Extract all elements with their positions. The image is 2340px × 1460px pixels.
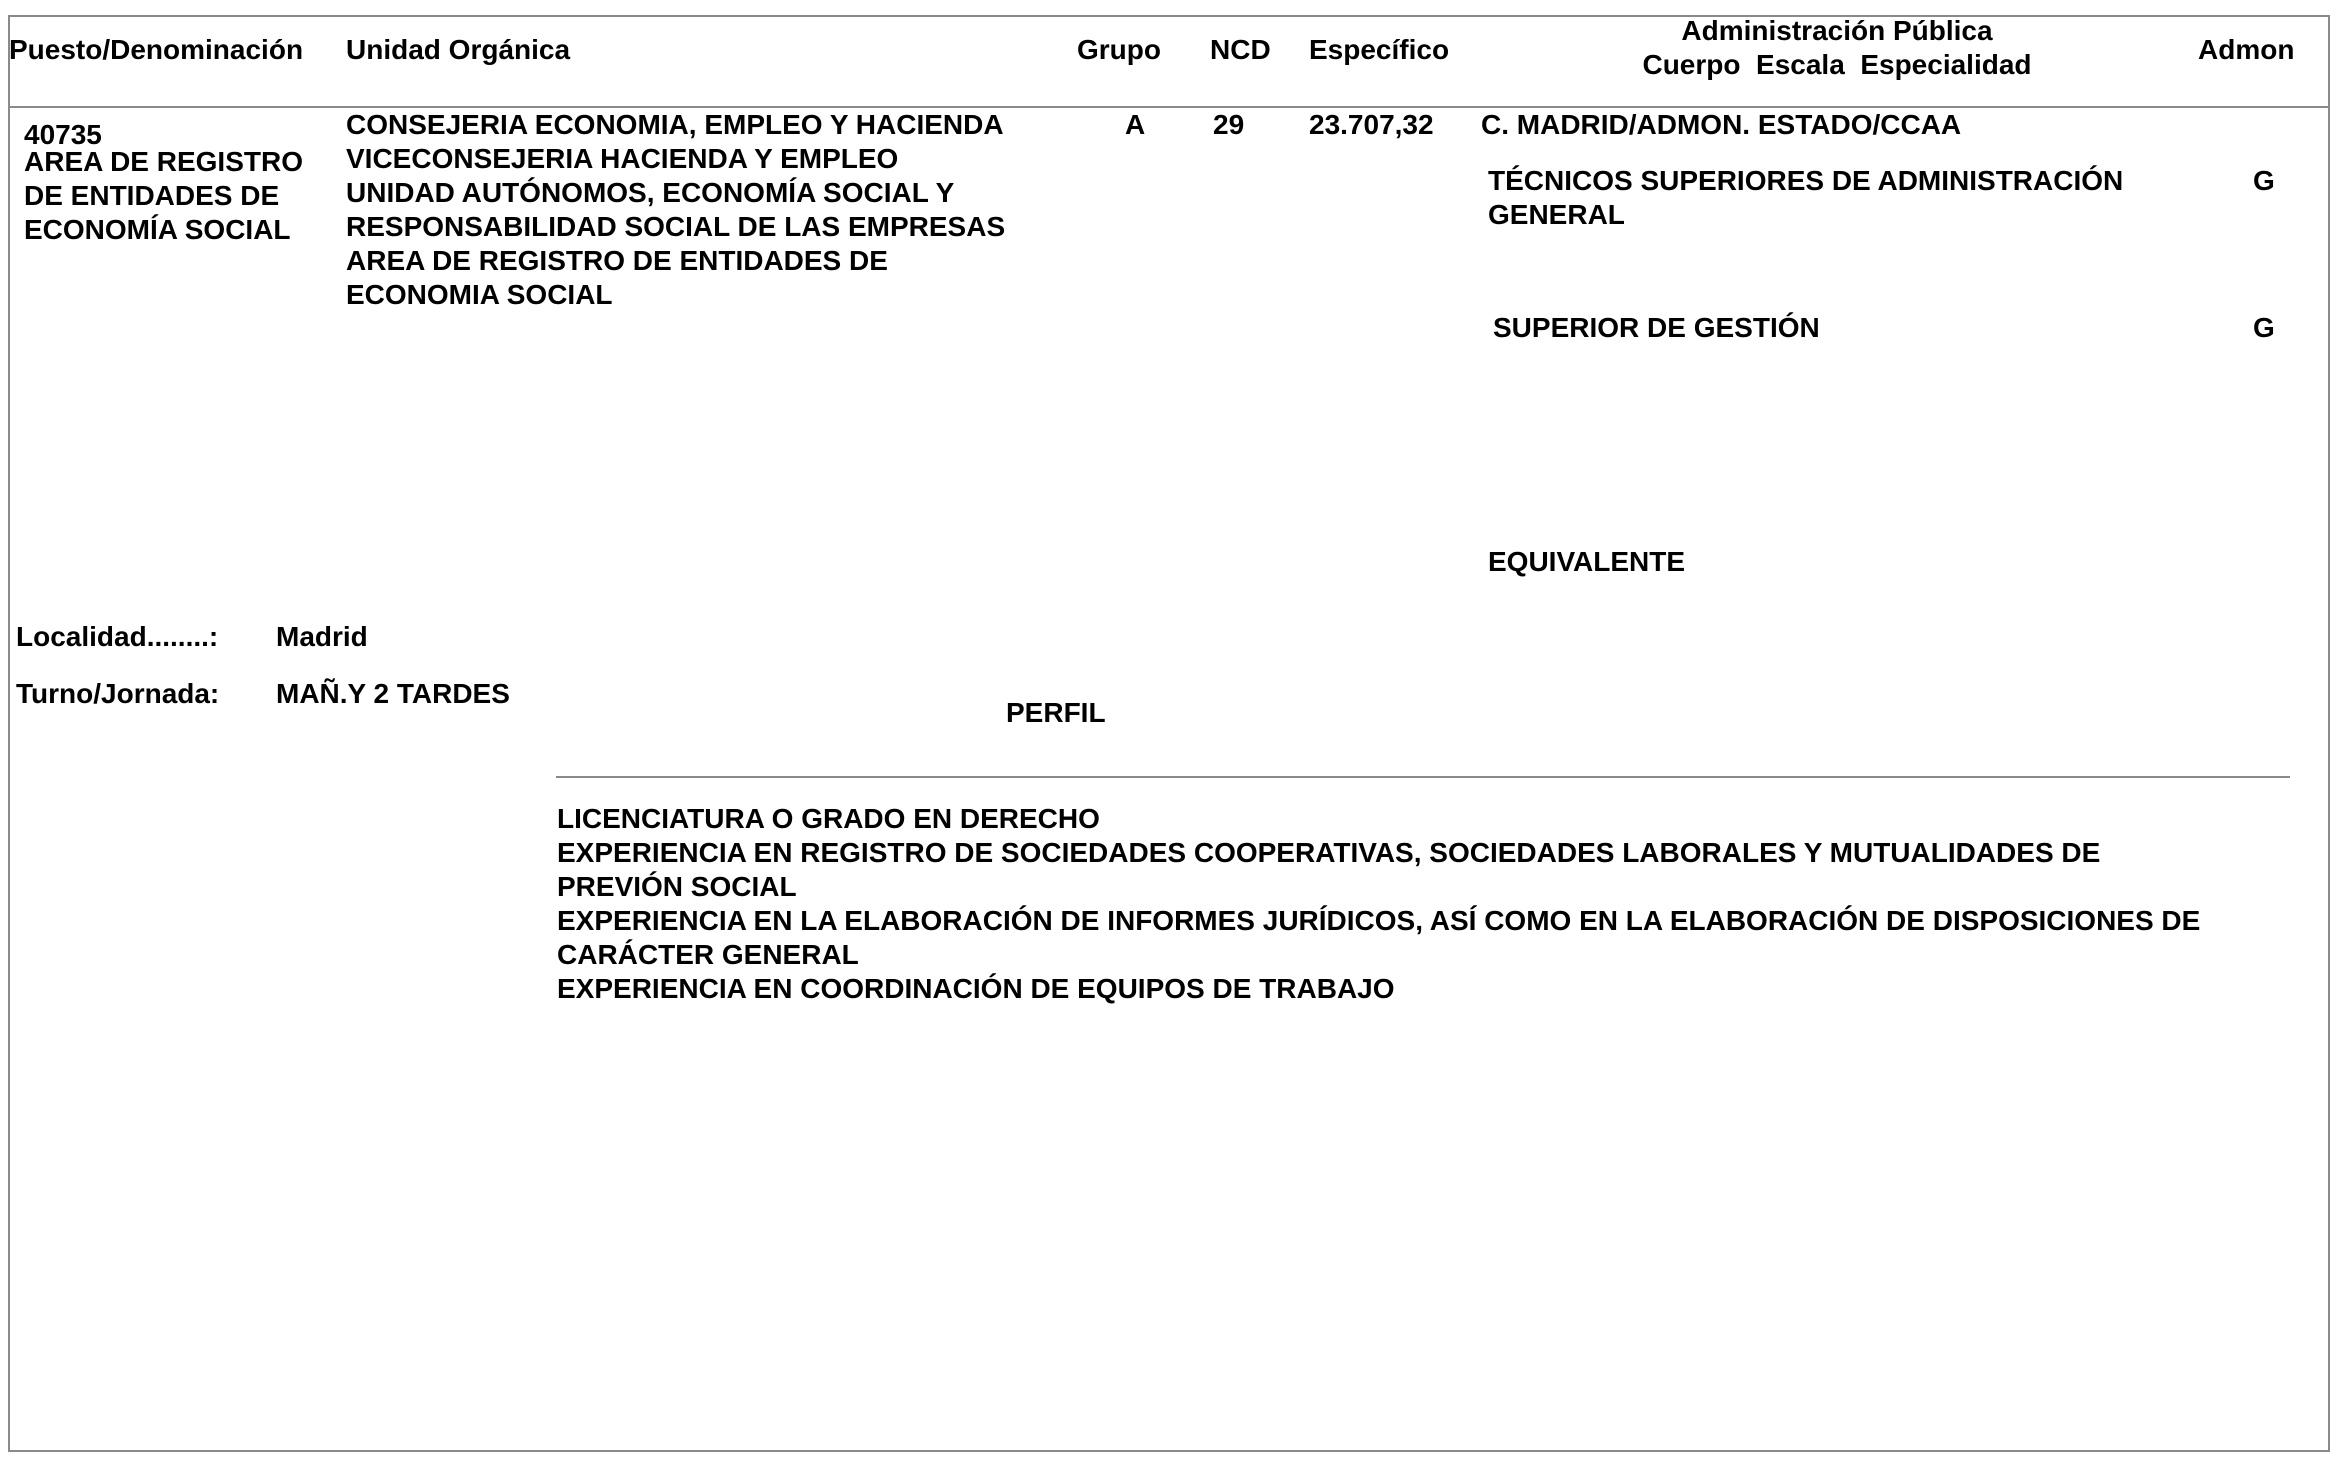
perfil-line: PREVIÓN SOCIAL bbox=[557, 871, 797, 902]
perfil-lines bbox=[557, 802, 2200, 1006]
perfil-divider bbox=[556, 776, 2290, 778]
puesto-codigo: 40735 bbox=[24, 119, 102, 150]
turno-label: Turno/Jornada: bbox=[16, 678, 220, 709]
localidad-label: Localidad........: bbox=[16, 621, 219, 652]
denominacion-line: DE ENTIDADES DE bbox=[24, 180, 280, 211]
localidad-value: Madrid bbox=[276, 621, 368, 652]
unidad-line: UNIDAD AUTÓNOMOS, ECONOMÍA SOCIAL Y bbox=[346, 177, 955, 208]
puesto-denominacion bbox=[24, 145, 303, 247]
unidad-line: AREA DE REGISTRO DE ENTIDADES DE bbox=[346, 245, 888, 276]
grupo-value: A bbox=[1125, 109, 1146, 140]
unidad-line: RESPONSABILIDAD SOCIAL DE LAS EMPRESAS bbox=[346, 211, 1006, 242]
header-unidad: Unidad Orgánica bbox=[346, 34, 571, 65]
unidad-line: CONSEJERIA ECONOMIA, EMPLEO Y HACIENDA bbox=[346, 109, 1004, 140]
perfil-line: EXPERIENCIA EN REGISTRO DE SOCIEDADES COOPERATIVAS, SOCIEDADES LABORALES Y MUTUALIDADES DE bbox=[557, 837, 2101, 868]
cuerpo-line: TÉCNICOS SUPERIORES DE ADMINISTRACIÓN bbox=[1488, 165, 2124, 196]
administracion-value: C. MADRID/ADMON. ESTADO/CCAA bbox=[1481, 109, 1962, 140]
header-admin-publica: Administración Pública bbox=[1681, 15, 1993, 46]
cuerpo-1 bbox=[1488, 164, 2123, 232]
cuerpo-1-admon: G bbox=[2253, 165, 2275, 196]
cuerpo-2-admon: G bbox=[2253, 312, 2275, 343]
header-grupo: Grupo bbox=[1077, 34, 1161, 65]
equivalente-label: EQUIVALENTE bbox=[1488, 546, 1686, 577]
header-puesto: Puesto/Denominación bbox=[9, 34, 304, 65]
unidad-line: ECONOMIA SOCIAL bbox=[346, 279, 613, 310]
ncd-value: 29 bbox=[1213, 109, 1245, 140]
cuerpo-2: SUPERIOR DE GESTIÓN bbox=[1493, 312, 1820, 343]
perfil-line: EXPERIENCIA EN LA ELABORACIÓN DE INFORMES JURÍDICOS, ASÍ COMO EN LA ELABORACIÓN DE DISPOSICIONES DE bbox=[557, 905, 2201, 936]
denominacion-line: AREA DE REGISTRO bbox=[24, 146, 303, 177]
perfil-title: PERFIL bbox=[1006, 697, 1106, 728]
unidad-line: VICECONSEJERIA HACIENDA Y EMPLEO bbox=[346, 143, 899, 174]
especifico-value: 23.707,32 bbox=[1309, 109, 1434, 140]
header-admon: Admon bbox=[2198, 34, 2295, 65]
turno-value: MAÑ.Y 2 TARDES bbox=[276, 678, 510, 709]
header-especifico: Específico bbox=[1309, 34, 1450, 65]
perfil-line: CARÁCTER GENERAL bbox=[557, 939, 859, 970]
cuerpo-line: GENERAL bbox=[1488, 199, 1625, 230]
unidad-organica bbox=[346, 108, 1005, 312]
header-ncd: NCD bbox=[1210, 34, 1271, 65]
header-cuerpo-escala: Cuerpo Escala Especialidad bbox=[1642, 49, 2032, 80]
denominacion-line: ECONOMÍA SOCIAL bbox=[24, 214, 291, 245]
perfil-line: LICENCIATURA O GRADO EN DERECHO bbox=[557, 803, 1100, 834]
perfil-line: EXPERIENCIA EN COORDINACIÓN DE EQUIPOS DE TRABAJO bbox=[557, 973, 1395, 1004]
